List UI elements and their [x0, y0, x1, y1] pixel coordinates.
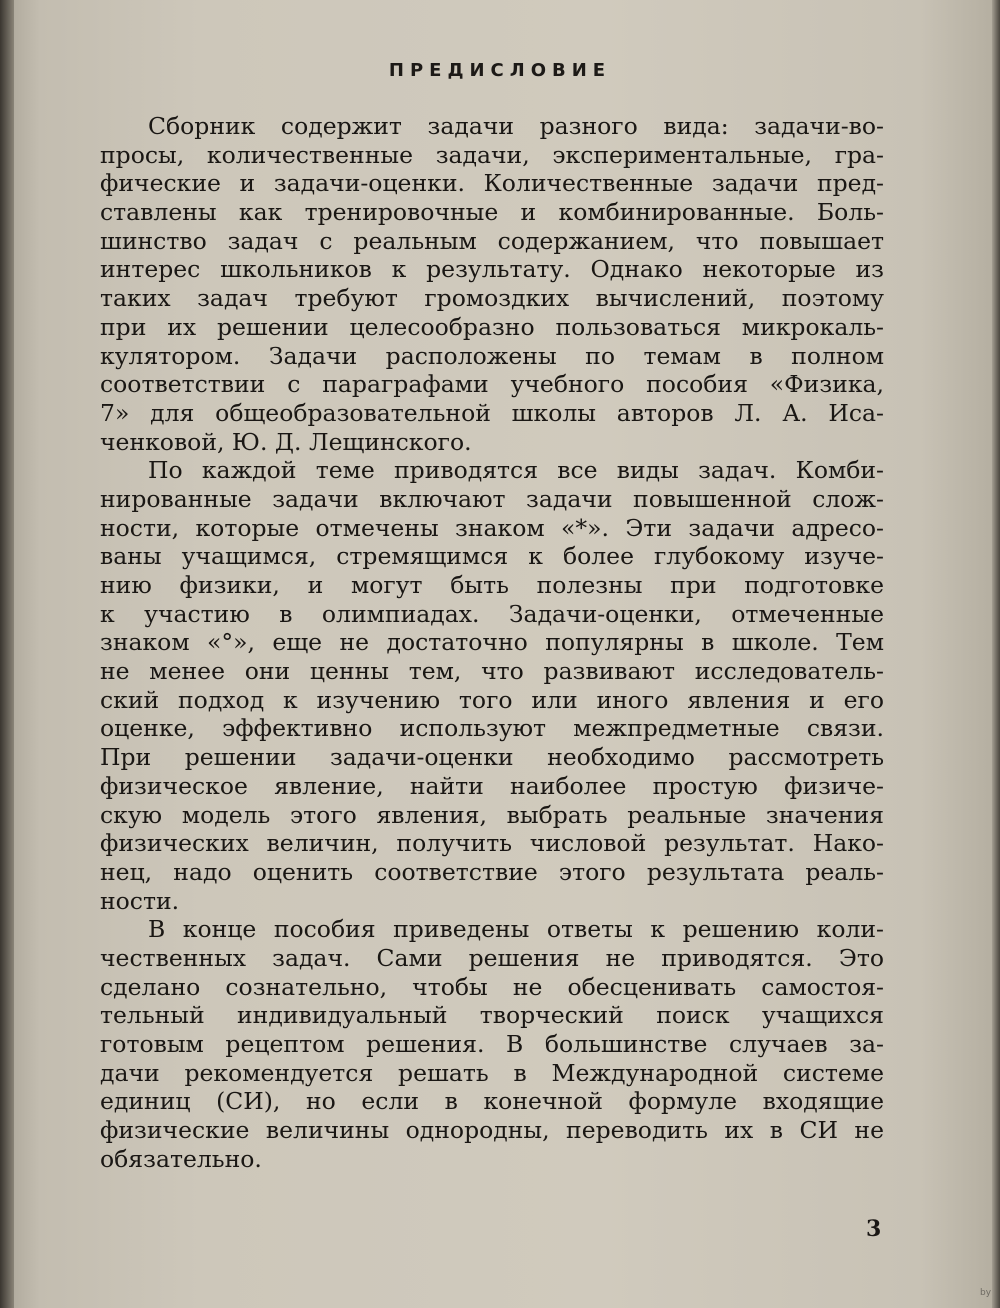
text-line: физические величины однородны, переводить их в СИ не: [100, 1116, 884, 1145]
page-heading: ПРЕДИСЛОВИЕ: [388, 60, 612, 81]
page-number: 3: [866, 1216, 882, 1242]
text-line: нец, надо оценить соответствие этого результата реаль-: [100, 857, 884, 886]
text-line: скую модель этого явления, выбрать реальные значения: [100, 800, 884, 829]
text-line: шинство задач с реальным содержанием, что повышает: [100, 226, 884, 255]
text-line: соответствии с параграфами учебного пособия «Физика,: [100, 370, 884, 399]
text-line: физическое явление, найти наиболее простую физиче-: [100, 771, 884, 800]
text-line: оценке, эффективно используют межпредметные связи.: [100, 714, 884, 743]
text-line: При решении задачи-оценки необходимо рассмотреть: [100, 743, 884, 772]
text-line: единиц (СИ), но если в конечной формуле входящие: [100, 1087, 884, 1116]
text-line: ский подход к изучению того или иного явления и его: [100, 685, 884, 714]
page-right-edge: [992, 0, 1000, 1308]
page-body-text: [100, 112, 884, 1173]
text-line: ности.: [100, 886, 180, 915]
text-line: обязательно.: [100, 1144, 262, 1173]
text-line: фические и задачи-оценки. Количественные задачи пред-: [100, 169, 884, 198]
text-line: 7» для общеобразовательной школы авторов Л. А. Иса-: [100, 398, 884, 427]
watermark: by: [980, 1288, 992, 1298]
text-line: нированные задачи включают задачи повышенной слож-: [100, 484, 884, 513]
text-line: просы, количественные задачи, экспериментальные, гра-: [100, 140, 884, 169]
text-line: не менее они ценны тем, что развивают исследователь-: [100, 657, 884, 686]
text-line: тельный индивидуальный творческий поиск учащихся: [100, 1001, 884, 1030]
text-line: таких задач требуют громоздких вычислений, поэтому: [100, 284, 884, 313]
text-line: к участию в олимпиадах. Задачи-оценки, отмеченные: [100, 599, 884, 628]
text-line: чественных задач. Сами решения не приводятся. Это: [100, 943, 884, 972]
page-left-edge: [0, 0, 14, 1308]
text-line: По каждой теме приводятся все виды задач. Комби-: [148, 456, 884, 485]
text-line: дачи рекомендуется решать в Международной системе: [100, 1058, 884, 1087]
text-line: при их решении целесообразно пользоваться микрокаль-: [100, 312, 884, 341]
text-line: ченковой, Ю. Д. Лещинского.: [100, 427, 472, 456]
text-line: В конце пособия приведены ответы к решению коли-: [148, 915, 884, 944]
text-line: знаком «°», еще не достаточно популярны в школе. Тем: [100, 628, 884, 657]
text-line: ваны учащимся, стремящимся к более глубокому изуче-: [100, 542, 884, 571]
text-line: нию физики, и могут быть полезны при подготовке: [100, 571, 884, 599]
text-line: интерес школьников к результату. Однако некоторые из: [100, 255, 884, 284]
text-line: кулятором. Задачи расположены по темам в полном: [100, 341, 884, 370]
text-line: физических величин, получить числовой результат. Нако-: [100, 829, 884, 858]
text-line: ставлены как тренировочные и комбинированные. Боль-: [100, 198, 884, 227]
text-line: ности, которые отмечены знаком «*». Эти задачи адресо-: [100, 513, 884, 542]
text-line: готовым рецептом решения. В большинстве случаев за-: [100, 1030, 884, 1058]
text-line: сделано сознательно, чтобы не обесценивать самостоя-: [100, 972, 884, 1001]
text-line: Сборник содержит задачи разного вида: задачи-во-: [148, 112, 884, 140]
